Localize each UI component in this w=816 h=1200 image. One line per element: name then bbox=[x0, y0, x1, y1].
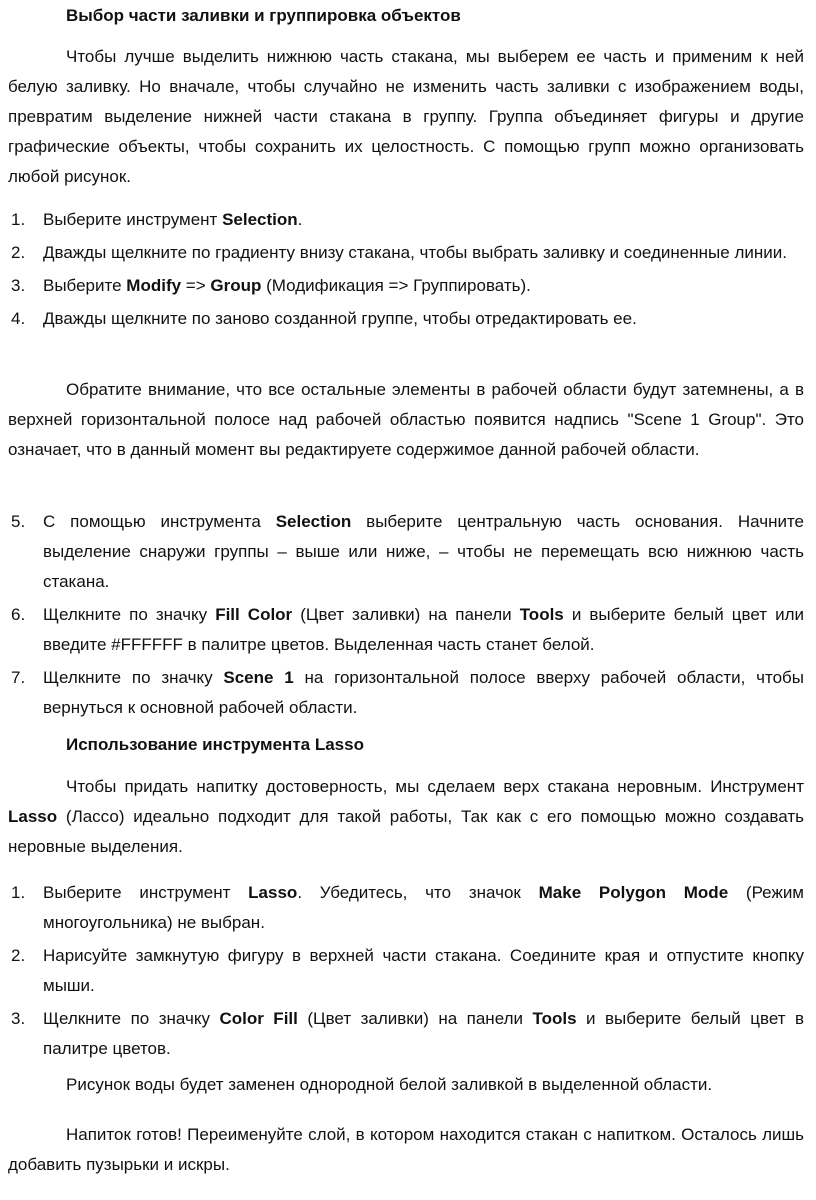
list-item: 5. С помощью инструмента Selection выберите центральную часть основания. Начните выделение снаружи группы – выше или ниже, – чтобы не перемещать всю нижнюю часть стакана. bbox=[11, 512, 805, 591]
list-item: 2. Нарисуйте замкнутую фигуру в верхней части стакана. Соедините края и отпустите кнопку мыши. bbox=[11, 946, 804, 995]
list-item: 2. Дважды щелкните по градиенту внизу стакана, чтобы выбрать заливку и соединенные линии. bbox=[11, 243, 787, 262]
section-heading-fill-grouping: Выбор части заливки и группировка объектов bbox=[66, 6, 461, 25]
note-paragraph: Обратите внимание, что все остальные элементы в рабочей области будут затемнены, а в верхней горизонтальной полосе над рабочей областью появится надпись "Scene 1 Group". Это означает, что в данный момент вы редактируете содержимое данной рабочей области. bbox=[8, 380, 804, 459]
steps-list-lasso bbox=[8, 878, 804, 1064]
list-item: 4. Дважды щелкните по заново созданной группе, чтобы отредактировать ее. bbox=[11, 309, 637, 328]
lasso-intro-paragraph: Чтобы придать напитку достоверность, мы сделаем верх стакана неровным. Инструмент Lasso (Лассо) идеально подходит для такой работы, Так как с его помощью можно создавать неровные выделения. bbox=[8, 777, 804, 856]
list-item: 3. Щелкните по значку Color Fill (Цвет заливки) на панели Tools и выберите белый цвет в палитре цветов. bbox=[11, 1009, 805, 1058]
list-item: 7. Щелкните по значку Scene 1 на горизонтальной полосе вверху рабочей области, чтобы вернуться к основной рабочей области. bbox=[11, 668, 804, 717]
list-item: 3. Выберите Modify => Group (Модификация => Группировать). bbox=[11, 276, 531, 295]
section-heading-lasso: Использование инструмента Lasso bbox=[66, 735, 364, 754]
list-item: 1. Выберите инструмент Selection. bbox=[11, 210, 303, 229]
list-item: 1. Выберите инструмент Lasso. Убедитесь, что значок Make Polygon Mode (Режим многоугольника) не выбран. bbox=[11, 883, 804, 932]
intro-paragraph: Чтобы лучше выделить нижнюю часть стакана, мы выберем ее часть и применим к ней белую заливку. Но вначале, чтобы случайно не изменить часть заливки с изображением воды, превратим выделение нижней части стакана в группу. Группа объединяет фигуры и другие графические объекты, чтобы сохранить их целостность. С помощью групп можно организовать любой рисунок. bbox=[8, 47, 804, 186]
steps-list-a bbox=[8, 205, 804, 334]
result-paragraph: Рисунок воды будет заменен однородной белой заливкой в выделенной области. bbox=[66, 1075, 713, 1094]
list-item: 6. Щелкните по значку Fill Color (Цвет заливки) на панели Tools и выберите белый цвет или введите #FFFFFF в палитре цветов. Выделенная часть станет белой. bbox=[11, 605, 804, 654]
closing-paragraph: Напиток готов! Переименуйте слой, в котором находится стакан с напитком. Осталось лишь добавить пузырьки и искры. bbox=[8, 1125, 804, 1174]
steps-list-b bbox=[8, 507, 804, 723]
